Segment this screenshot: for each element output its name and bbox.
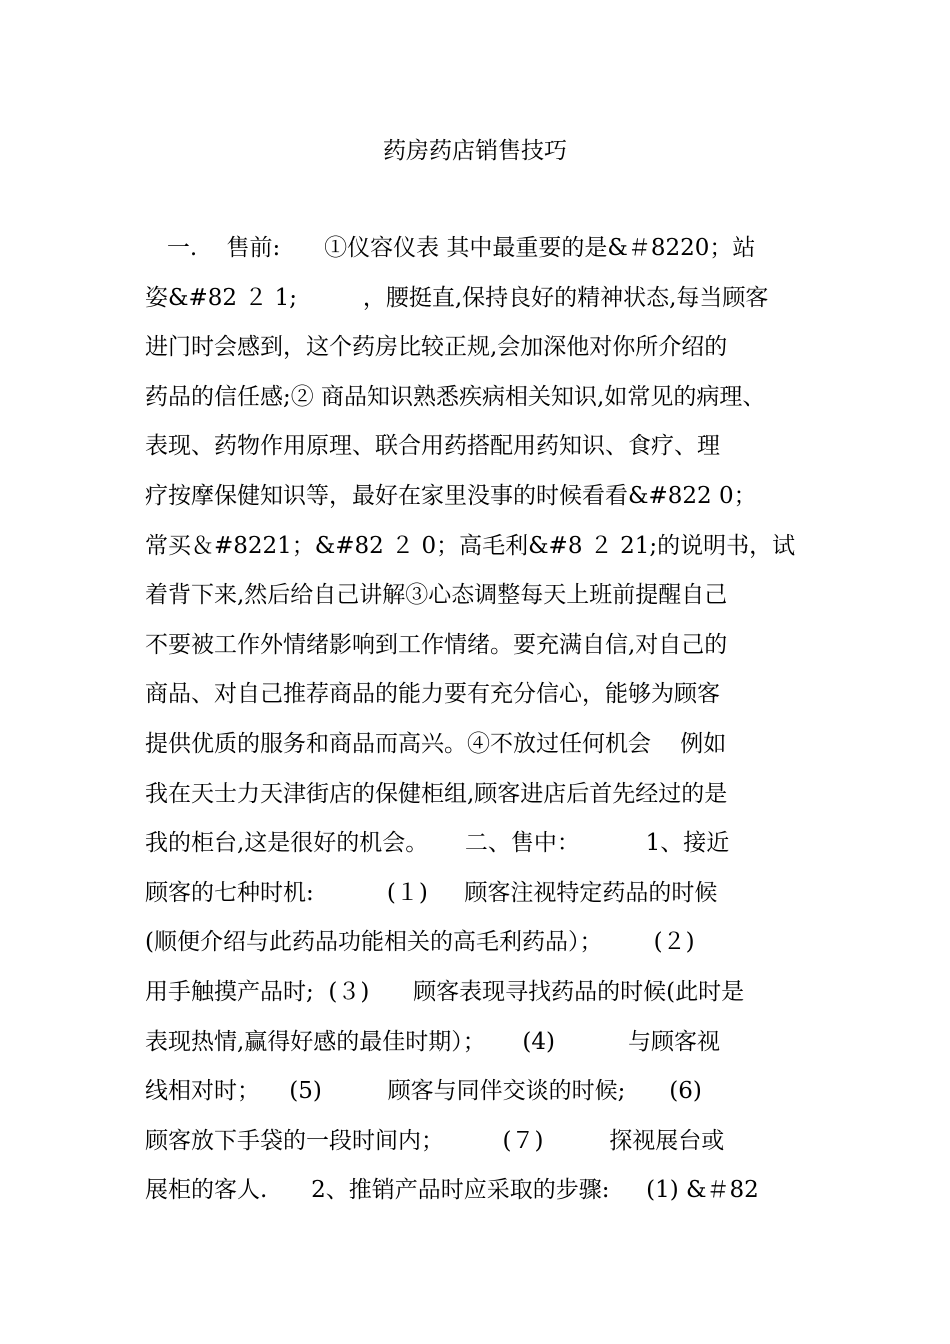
body-line: (顺便介绍与此药品功能相关的高毛利药品）； (２) xyxy=(145,929,695,956)
body-line: 我在天士力天津街店的保健柜组,顾客进店后首先经过的是 xyxy=(145,780,728,807)
body-line: 提供优质的服务和商品而高兴。④不放过任何机会 例如 xyxy=(145,730,727,757)
body-line: 着背下来,然后给自己讲解③心态调整每天上班前提醒自己 xyxy=(145,582,728,609)
document-title: 药房药店销售技巧 xyxy=(383,138,567,164)
body-line: 进门时会感到，这个药房比较正规,会加深他对你所介绍的 xyxy=(145,334,728,361)
body-line: 一. 售前: ①仪容仪表 其中最重要的是&＃8220；站 xyxy=(145,235,756,261)
body-line: 表现热情,赢得好感的最佳时期）； (4) 与顾客视 xyxy=(145,1028,721,1055)
body-line: 姿&#82 ２ 1; ，腰挺直,保持良好的精神状态,每当顾客 xyxy=(145,284,769,311)
body-line: 不要被工作外情绪影响到工作情绪。要充满自信,对自己的 xyxy=(145,631,728,658)
body-line: 展柜的客人. 2、推销产品时应采取的步骤: (1) &＃82 xyxy=(145,1177,759,1204)
body-line: 药品的信任感;② 商品知识熟悉疾病相关知识,如常见的病理、 xyxy=(145,383,766,410)
body-line: 表现、药物作用原理、联合用药搭配用药知识、食疗、理 xyxy=(145,433,720,460)
body-line: 顾客的七种时机: (１) 顾客注视特定药品的时候 xyxy=(145,879,718,906)
body-line: 顾客放下手袋的一段时间内； (７) 探视展台或 xyxy=(145,1127,725,1154)
body-line: 线相对时； (5) 顾客与同伴交谈的时候; (6) xyxy=(145,1078,702,1105)
body-line: 常买＆#8221；&#82 ２ 0；高毛利&#8 ２ 21;的说明书，试 xyxy=(145,532,796,559)
body-line: 我的柜台,这是很好的机会。 二、售中： 1、接近 xyxy=(145,830,730,857)
document-body xyxy=(145,228,845,1220)
body-line: 用手触摸产品时; (３) 顾客表现寻找药品的时候(此时是 xyxy=(145,978,745,1005)
body-line: 商品、对自己推荐商品的能力要有充分信心，能够为顾客 xyxy=(145,681,720,708)
body-line: 疗按摩保健知识等，最好在家里没事的时候看看&#822 0； xyxy=(145,482,757,509)
